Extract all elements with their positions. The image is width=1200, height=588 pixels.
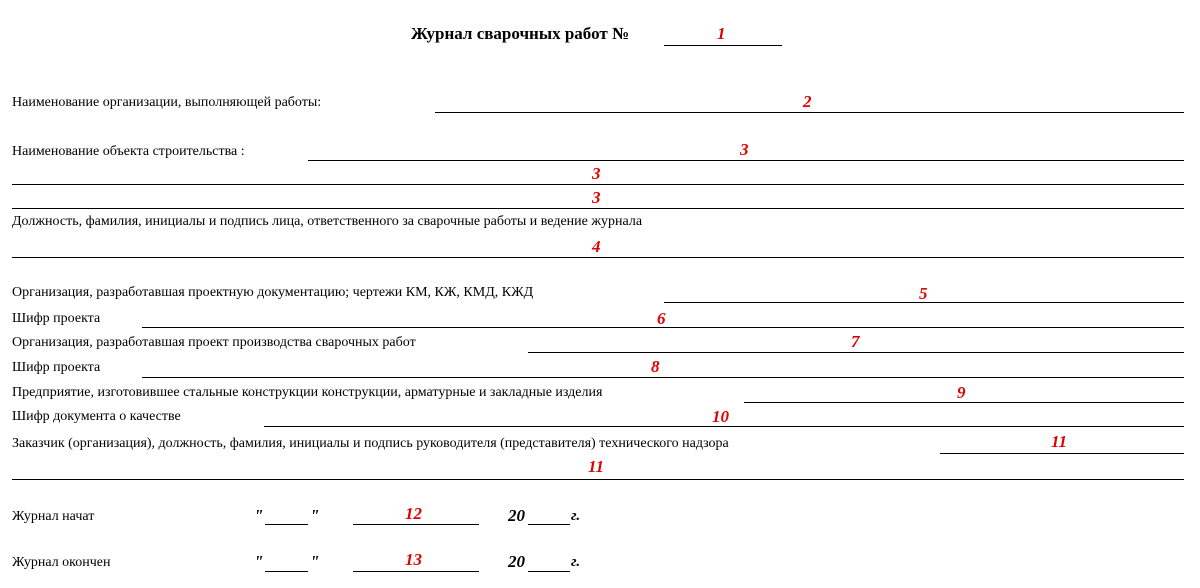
ppr-org-label: Организация, разработавшая проект производства сварочных работ (12, 335, 416, 350)
finished-label: Журнал окончен (12, 555, 111, 570)
started-label: Журнал начат (12, 509, 95, 524)
object-marker: 3 (740, 140, 749, 159)
project-code-label: Шифр проекта (12, 311, 101, 326)
customer-label: Заказчик (организация), должность, фамилия, инициалы и подпись руководителя (представителя) технического надзора (12, 436, 729, 451)
finished-quote-close: " (310, 552, 320, 571)
organization-marker: 2 (803, 92, 812, 111)
ppr-org-marker: 7 (851, 332, 860, 351)
object-marker-line3: 3 (592, 188, 601, 207)
started-quote-close: " (310, 506, 320, 525)
finished-year-prefix: 20 (508, 552, 525, 571)
object-line-3 (12, 208, 1184, 209)
responsible-line (12, 257, 1184, 258)
customer-line (940, 453, 1184, 454)
manufacturer-marker: 9 (957, 383, 966, 402)
finished-year-line (528, 571, 570, 572)
design-org-marker: 5 (919, 284, 928, 303)
started-quote-open: " (254, 506, 264, 525)
responsible-label: Должность, фамилия, инициалы и подпись лица, ответственного за сварочные работы и ведение журнала (12, 214, 643, 229)
customer-line-2 (12, 479, 1184, 480)
organization-label: Наименование организации, выполняющей работы: (12, 95, 322, 110)
finished-month-line (353, 571, 479, 572)
object-line-2 (12, 184, 1184, 185)
ppr-code-marker: 8 (651, 357, 660, 376)
started-year-line (528, 524, 570, 525)
responsible-marker: 4 (592, 237, 601, 256)
manufacturer-line (744, 402, 1184, 403)
quality-doc-label: Шифр документа о качестве (12, 409, 181, 424)
journal-number-line (664, 45, 782, 46)
customer-marker-line2: 11 (588, 457, 605, 476)
journal-title: Журнал сварочных работ № (411, 24, 630, 43)
manufacturer-label: Предприятие, изготовившее стальные конструкции конструкции, арматурные и закладные изделия (12, 385, 603, 400)
started-month-line (353, 524, 479, 525)
ppr-code-line (142, 377, 1184, 378)
started-year-suffix: г. (571, 508, 581, 524)
ppr-code-label: Шифр проекта (12, 360, 101, 375)
started-year-prefix: 20 (508, 506, 525, 525)
finished-year-suffix: г. (571, 554, 581, 570)
object-marker-line2: 3 (592, 164, 601, 183)
finished-day-line (265, 571, 308, 572)
organization-line (435, 112, 1184, 113)
journal-number-marker: 1 (717, 24, 726, 43)
quality-doc-marker: 10 (712, 407, 729, 426)
project-code-marker: 6 (657, 309, 666, 328)
started-marker: 12 (405, 504, 422, 523)
started-day-line (265, 524, 308, 525)
ppr-org-line (528, 352, 1184, 353)
object-line (308, 160, 1184, 161)
object-label: Наименование объекта строительства : (12, 144, 245, 159)
design-org-label: Организация, разработавшая проектную документацию; чертежи КМ, КЖ, КМД, КЖД (12, 285, 534, 300)
finished-quote-open: " (254, 552, 264, 571)
customer-marker: 11 (1051, 432, 1068, 451)
finished-marker: 13 (405, 550, 422, 569)
quality-doc-line (264, 426, 1184, 427)
